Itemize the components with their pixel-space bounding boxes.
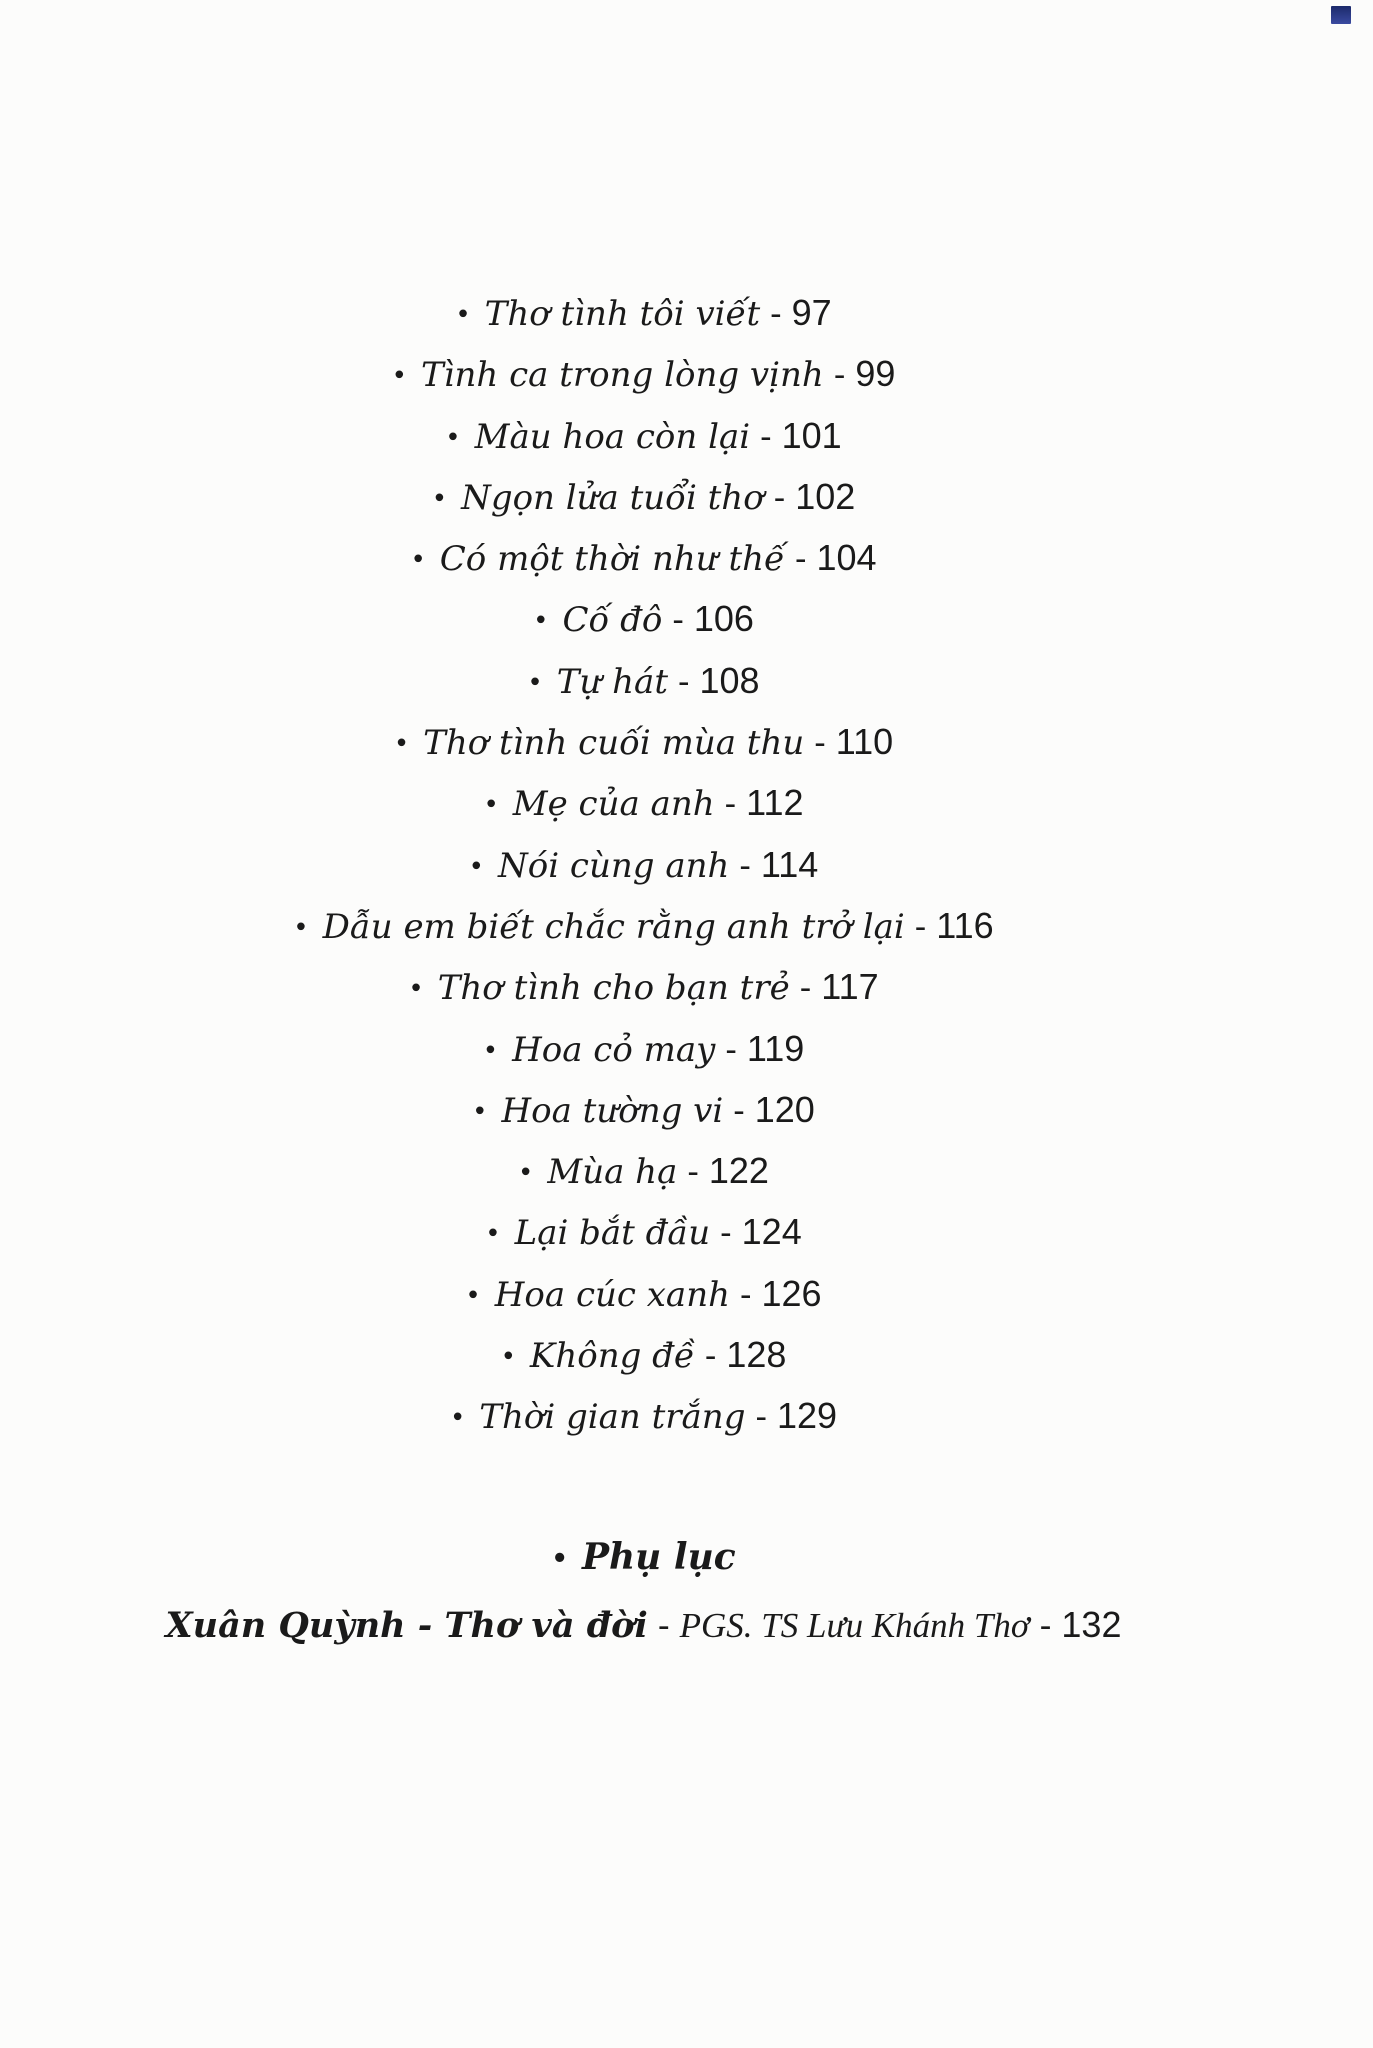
toc-entry-page: 106: [693, 598, 754, 640]
appendix-entry-title: Xuân Quỳnh - Thơ và đời: [165, 1605, 648, 1646]
toc-entry-title: Màu hoa còn lại: [474, 416, 751, 457]
bullet: •: [527, 667, 543, 698]
toc-entry-page: 122: [708, 1150, 769, 1192]
toc-entry-title: Cố đô: [562, 600, 663, 641]
toc-entry-page: 99: [855, 353, 896, 395]
bullet: •: [465, 1280, 481, 1311]
toc-entry-title: Hoa cỏ may: [512, 1029, 716, 1070]
separator: -: [755, 1397, 767, 1438]
bullet: •: [500, 1342, 516, 1373]
toc-entry: [0, 1018, 1287, 1079]
separator: -: [1039, 1606, 1052, 1646]
separator: -: [914, 906, 927, 947]
toc-entry: [0, 1324, 1287, 1385]
bullet: •: [410, 545, 426, 576]
toc-entry-title: Mẹ của anh: [512, 784, 715, 825]
bullet: •: [483, 790, 499, 821]
bullet: •: [518, 1158, 534, 1189]
toc-entry-page: 102: [795, 475, 856, 517]
bullet: •: [485, 1219, 501, 1250]
toc-entry-page: 114: [760, 843, 819, 885]
separator: -: [770, 294, 782, 334]
toc-entry: [0, 1385, 1287, 1446]
separator: -: [760, 416, 772, 457]
toc-entry: [0, 711, 1287, 772]
toc-entry-page: 129: [776, 1395, 838, 1437]
separator: -: [833, 355, 846, 396]
toc-entry-page: 119: [746, 1027, 805, 1069]
toc-entry-page: 104: [816, 537, 877, 579]
toc-entry-title: Nói cùng anh: [498, 845, 730, 886]
appendix-heading-text: Phụ lục: [581, 1536, 736, 1578]
toc-entry-title: Thời gian trắng: [479, 1397, 746, 1438]
bullet: •: [393, 729, 410, 760]
bullet: •: [449, 1403, 466, 1434]
separator: -: [720, 1213, 732, 1254]
separator: -: [794, 539, 807, 580]
separator: -: [704, 1336, 717, 1377]
appendix-heading: [0, 1536, 1287, 1578]
separator: -: [724, 784, 737, 825]
toc-entry-title: Lại bắt đầu: [514, 1213, 711, 1254]
toc-entry: [0, 1201, 1287, 1262]
separator: -: [677, 661, 690, 702]
appendix-entry-author: PGS. TS Lưu Khánh Thơ: [679, 1606, 1030, 1645]
corner-mark: [1331, 6, 1351, 24]
toc-entry-title: Dẫu em biết chắc rằng anh trở lại: [322, 906, 905, 947]
toc-entry: [0, 956, 1287, 1017]
toc-entry-page: 112: [746, 782, 804, 824]
toc-entry-title: Tự hát: [556, 661, 668, 702]
toc-entry-page: 126: [761, 1272, 822, 1314]
bullet: •: [293, 912, 309, 943]
separator: -: [725, 1029, 737, 1070]
toc-entry: [0, 1263, 1287, 1324]
bullet: •: [482, 1035, 499, 1066]
bullet: •: [391, 361, 407, 392]
toc-entry: [0, 1079, 1287, 1140]
toc-entry: [0, 527, 1287, 588]
separator: -: [657, 1606, 670, 1646]
toc-entry-page: 117: [821, 966, 879, 1008]
toc-entry-title: Thơ tình cho bạn trẻ: [437, 968, 790, 1009]
toc-entry-page: 128: [726, 1334, 787, 1376]
toc-entry-title: Ngọn lửa tuổi thơ: [461, 477, 764, 518]
toc-entry-title: Thơ tình cuối mùa thu: [423, 723, 805, 764]
toc-entry: [0, 1140, 1287, 1201]
toc-entry-title: Hoa tường vi: [501, 1090, 724, 1131]
toc-entry-page: 101: [781, 414, 842, 456]
bullet: •: [445, 422, 461, 453]
bullet: •: [408, 974, 424, 1005]
toc-entry-title: Tình ca trong lòng vịnh: [420, 355, 824, 396]
toc-entry: [0, 772, 1287, 833]
separator: -: [687, 1152, 699, 1193]
separator: -: [799, 968, 812, 1009]
bullet: •: [431, 483, 448, 514]
appendix-entry: [0, 1604, 1287, 1646]
toc-entry-page: 120: [754, 1088, 815, 1130]
bullet: •: [533, 606, 549, 637]
toc-entry: [0, 405, 1287, 466]
bullet: •: [468, 851, 485, 882]
separator: -: [773, 477, 786, 518]
toc-entry-page: 97: [791, 292, 832, 333]
toc-entry: [0, 466, 1287, 527]
toc-entry-page: 108: [699, 659, 760, 701]
separator: -: [733, 1090, 745, 1131]
toc-entry: [0, 282, 1287, 343]
toc-entry-title: Thơ tình tôi viết: [484, 294, 761, 334]
bullet: •: [551, 1544, 568, 1574]
bullet: •: [472, 1096, 488, 1127]
toc-entry: [0, 895, 1287, 956]
toc-entry: [0, 588, 1287, 649]
toc-entry: [0, 650, 1287, 711]
separator: -: [739, 845, 751, 886]
toc-entry-title: Không đề: [529, 1336, 695, 1377]
toc-entry-title: Có một thời như thế: [439, 539, 785, 580]
separator: -: [814, 723, 826, 764]
toc-entry: [0, 834, 1287, 895]
table-of-contents: [0, 282, 1287, 1447]
toc-entry-page: 124: [741, 1211, 802, 1253]
toc-entry-title: Hoa cúc xanh: [494, 1274, 730, 1315]
toc-entry: [0, 343, 1287, 404]
toc-entry-page: 110: [835, 721, 894, 763]
separator: -: [740, 1274, 752, 1315]
appendix-entry-page: 132: [1061, 1604, 1122, 1645]
toc-entry-page: 116: [936, 904, 994, 946]
toc-entry-title: Mùa hạ: [547, 1152, 678, 1193]
separator: -: [672, 600, 684, 641]
bullet: •: [455, 300, 471, 330]
